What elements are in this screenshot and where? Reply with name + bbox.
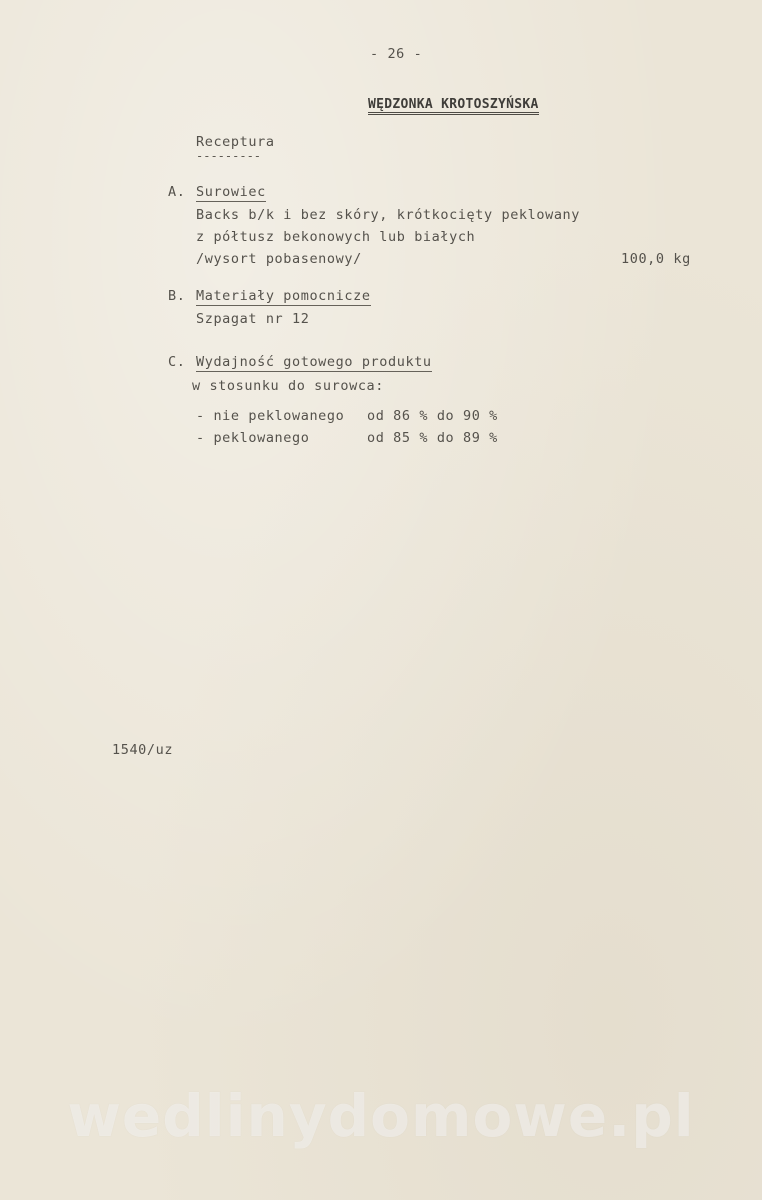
section-c-line-1: w stosunku do surowca: <box>192 378 385 394</box>
section-a-amount: 100,0 kg <box>621 251 691 267</box>
section-b-line-1: Szpagat nr 12 <box>196 311 310 327</box>
document-title: WĘDZONKA KROTOSZYŃSKA <box>368 98 539 115</box>
section-a-line-1: Backs b/k i bez skóry, krótkocięty peklowany <box>196 207 581 223</box>
section-a-letter: A. <box>168 184 186 200</box>
section-a-line-3: /wysort pobasenowy/ <box>196 251 362 267</box>
section-c-heading: Wydajność gotowego produktu <box>196 354 432 370</box>
watermark: wedlinydomowe.pl <box>67 1082 695 1150</box>
yield-row-label: - peklowanego <box>196 430 310 446</box>
section-b-heading: Materiały pomocnicze <box>196 288 371 304</box>
section-b-letter: B. <box>168 288 186 304</box>
page-number: - 26 - <box>370 46 423 62</box>
recipe-heading: Receptura <box>196 134 275 150</box>
reference-number: 1540/uz <box>112 742 174 758</box>
recipe-heading-underline: --------- <box>196 149 262 163</box>
yield-row-label: - nie peklowanego <box>196 408 345 424</box>
section-c-letter: C. <box>168 354 186 370</box>
section-a-heading: Surowiec <box>196 184 266 200</box>
yield-row-value: od 85 % do 89 % <box>367 430 498 446</box>
yield-row-value: od 86 % do 90 % <box>367 408 498 424</box>
section-a-line-2: z półtusz bekonowych lub białych <box>196 229 476 245</box>
